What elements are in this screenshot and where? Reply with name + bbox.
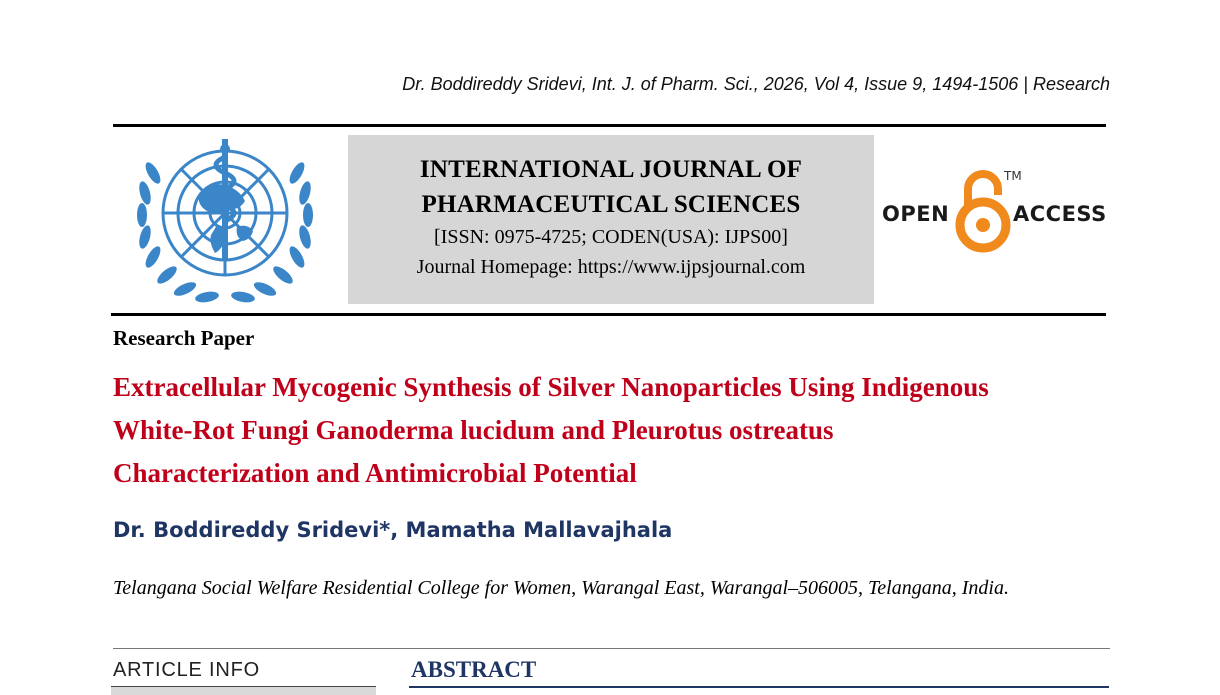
open-access-right-text: ACCESS	[1013, 202, 1107, 226]
section-divider	[113, 648, 1110, 649]
un-who-emblem-icon	[125, 135, 325, 307]
open-access-left-text: OPEN	[882, 202, 950, 226]
journal-name	[348, 152, 874, 222]
abstract-underline	[409, 686, 1109, 688]
header-bottom-rule	[111, 313, 1106, 316]
abstract-heading: ABSTRACT	[411, 657, 537, 682]
trademark-mark: TM	[1004, 169, 1022, 183]
article-type: Research Paper	[113, 326, 255, 350]
journal-issn: [ISSN: 0975-4725; CODEN(USA): IJPS00]	[434, 226, 788, 248]
running-header: Dr. Boddireddy Sridevi, Int. J. of Pharm. Sci., 2026, Vol 4, Issue 9, 1494-1506 | Research	[402, 74, 1110, 94]
article-info-underline	[111, 687, 376, 695]
journal-name-line1: INTERNATIONAL JOURNAL OF	[419, 156, 803, 183]
author-affiliation: Telangana Social Welfare Residential College for Women, Warangal East, Warangal–506005, Telangana, India.	[113, 577, 1009, 599]
header-top-rule	[113, 124, 1106, 127]
article-info-heading: ARTICLE INFO	[113, 659, 261, 681]
open-access-logo	[880, 165, 1110, 255]
journal-banner	[348, 135, 874, 304]
author-list: Dr. Boddireddy Sridevi*, Mamatha Mallavajhala	[113, 518, 673, 542]
journal-name-line2: PHARMACEUTICAL SCIENCES	[421, 191, 801, 218]
journal-homepage-link[interactable]: Journal Homepage: https://www.ijpsjournal.com	[416, 256, 806, 278]
paper-title: Extracellular Mycogenic Synthesis of Silver Nanoparticles Using Indigenous White-Rot Fungi Ganoderma lucidum and Pleurotus ostreatus Characterization and Antimicrobial Potential	[113, 372, 989, 488]
article-info-rule	[111, 686, 376, 687]
